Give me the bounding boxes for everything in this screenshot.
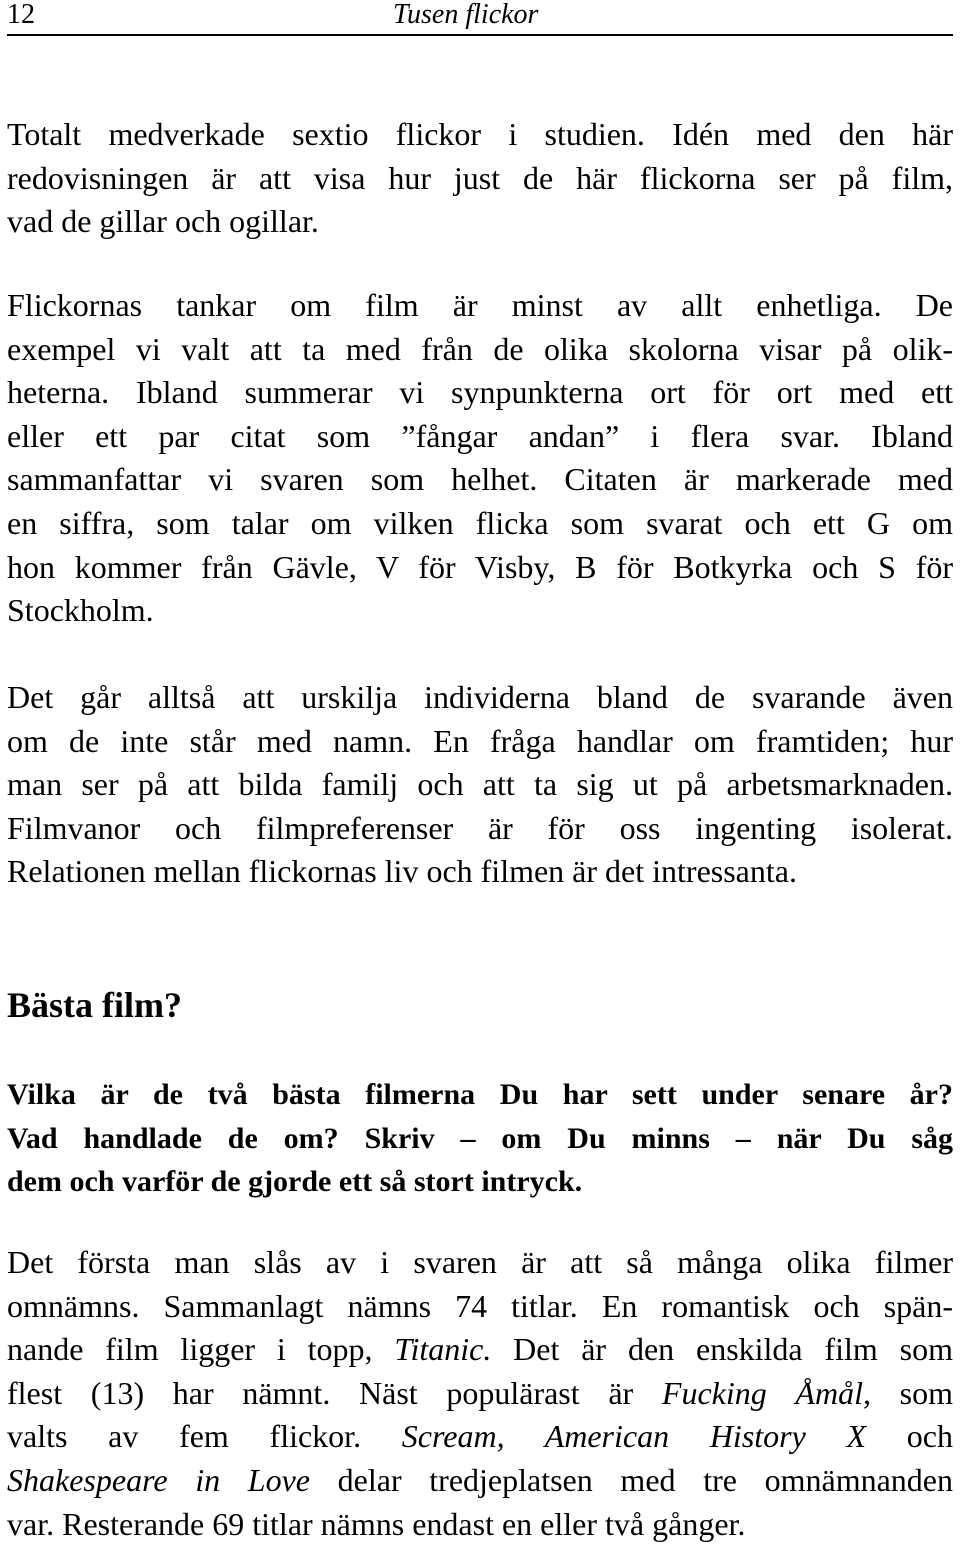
text-line: Totalt medverkade sextio flickor i studien. Idén med den här [7, 116, 953, 152]
text-segment: och [866, 1418, 954, 1455]
text-line [7, 1415, 953, 1459]
text-line: redovisningen är att visa hur just de här flickorna ser på film, [7, 159, 953, 196]
page-header [7, 0, 953, 36]
text-line: sammanfattar vi svaren som helhet. Citaten är markerade med [7, 461, 953, 498]
text-line: vad de gillar och ogillar. [7, 203, 319, 240]
text-line: Filmvanor och filmpreferenser är för oss ingenting isolerat. [7, 809, 953, 846]
text-line: Relationen mellan flickornas liv och filmen är det intressanta. [7, 853, 797, 890]
text-line: man ser på att bilda familj och att ta sig ut på arbetsmarknaden. [7, 766, 953, 803]
text-segment: som [870, 1374, 954, 1411]
running-title: Tusen flickor [393, 0, 539, 30]
page-number: 12 [7, 0, 35, 30]
text-line: en siffra, som talar om vilken flicka som svarat och ett G om [7, 504, 953, 541]
text-line: Det går alltså att urskilja individerna bland de svarande även [7, 679, 953, 715]
text-segment: nande film ligger i topp, [7, 1331, 395, 1368]
text-line: Det första man slås av i svaren är att så många olika filmer [7, 1244, 953, 1280]
paragraph-intro [7, 113, 953, 244]
paragraph-method [7, 284, 953, 633]
text-segment: delar tredjeplatsen med tre omnämnanden [309, 1461, 953, 1498]
text-line: Flickornas tankar om film är minst av allt enhetliga. De [7, 287, 953, 323]
text-line: eller ett par citat som ”fångar andan” i flera svar. Ibland [7, 417, 953, 454]
text-segment: valts av fem flickor. [7, 1418, 402, 1455]
film-title-titanic: Titanic. [394, 1331, 492, 1368]
text-line [7, 1328, 953, 1372]
text-line: hon kommer från Gävle, V för Visby, B för Botkyrka och S för [7, 548, 953, 585]
paragraph-results [7, 1241, 953, 1546]
paragraph-individuals [7, 676, 953, 894]
question-line: Vilka är de två bästa filmerna Du har sett under senare år? [7, 1078, 953, 1111]
film-title-scream-american-history-x: Scream, American History X [401, 1418, 867, 1455]
film-title-shakespeare-in-love: Shakespeare in Love [7, 1461, 310, 1498]
question-line: Vad handlade de om? Skriv – om Du minns – när Du såg [7, 1121, 953, 1155]
text-line: omnämns. Sammanlagt nämns 74 titlar. En romantisk och spän- [7, 1287, 953, 1324]
film-title-fucking-amal: Fucking Åmål, [661, 1374, 871, 1411]
document-page [7, 0, 954, 1542]
section-heading: Bästa film? [7, 985, 182, 1025]
text-line [7, 1372, 953, 1416]
text-line: heterna. Ibland summerar vi synpunkterna ort för ort med ett [7, 374, 953, 411]
text-segment: Det är den enskilda film som [491, 1331, 954, 1368]
text-line [7, 1459, 953, 1503]
survey-question [7, 1073, 953, 1204]
text-line: exempel vi valt att ta med från de olika skolorna visar på olik- [7, 330, 953, 367]
question-line: dem och varför de gjorde ett så stort intryck. [7, 1165, 583, 1199]
text-line: Stockholm. [7, 592, 154, 629]
text-line: om de inte står med namn. En fråga handlar om framtiden; hur [7, 722, 953, 759]
text-segment: flest (13) har nämnt. Näst populärast är [7, 1374, 662, 1411]
text-line: var. Resterande 69 titlar nämns endast en eller två gånger. [7, 1505, 746, 1542]
